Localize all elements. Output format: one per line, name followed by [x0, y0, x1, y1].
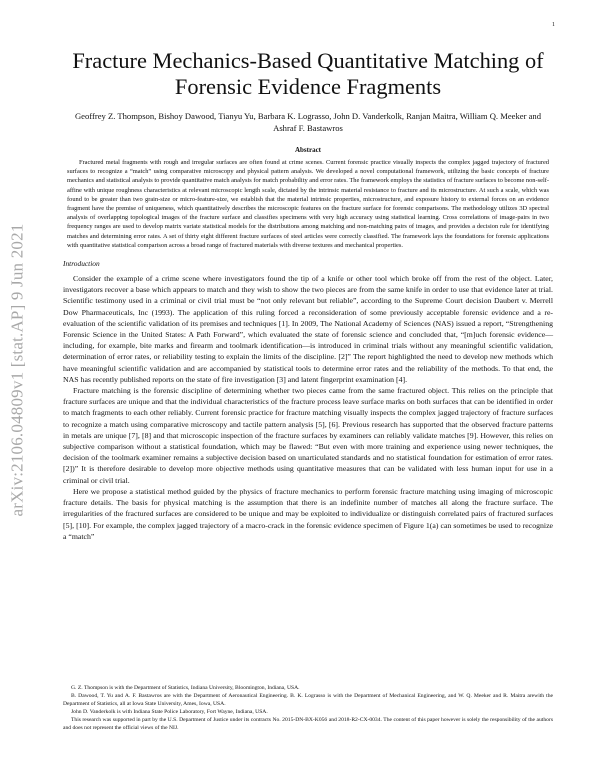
footnote: B. Dawood, T. Yu and A. F. Bastawros are with the Department of Aeronautical Engineering. B. K. Lograsso is with the Department of Mechanical Engineering, and W. Q. Meeker and R. Maitra arewith the Department of Statistics, all at Iowa State University, Ames, Iowa, USA.: [63, 693, 553, 707]
arxiv-identifier-text: arXiv:2106.04809v1 [stat.AP] 9 Jun 2021: [7, 223, 27, 517]
author-list: Geoffrey Z. Thompson, Bishoy Dawood, Tianyu Yu, Barbara K. Lograsso, John D. Vanderkolk, Ranjan Maitra, William Q. Meeker and Ashraf F. Bastawros: [74, 111, 542, 133]
page-number: 1: [552, 22, 555, 28]
footnote: John D. Vanderkolk is with Indiana State Police Laboratory, Fort Wayne, Indiana, USA.: [71, 709, 268, 715]
body-paragraph: Consider the example of a crime scene where investigators found the tip of a knife or other tool which broke off from the rest of the object. Later, investigators recover a base which appears to match and they wish to show the two pieces are from the same knife in order to use that evidence later at trial. Scientific testimony used in a criminal or civil trial must be “not only relevant but reliable”, according to the Supreme Court decision Daubert v. Merrell Dow Pharmaceuticals, Inc (1993). The application of this ruling forced a reconsideration of some previously acceptable forensic evidence and a re-evaluation of the scientific validation of its premises and techniques [1]. In 2009, The National Academy of Sciences (NAS) issued a report, “Strengthening Forensic Science in the United States: A Path Forward”, which evaluated the state of forensic science and concluded that, “[m]uch forensic evidence—including, for example, bite marks and firearm and toolmark identification—is introduced in criminal trials without any meaningful scientific validation, determination of error rates, or reliability testing to explain the limits of the discipline. [2]” The report highlighted the need to develop new methods which have meaningful scientific validation and are accompanied by statistical tools to determine error rates and the reliability of the methods. To that end, the NAS has recently published reports on the state of fire investigation [3] and latent fingerprint examination [4].: [63, 274, 553, 384]
abstract-text: Fractured metal fragments with rough and irregular surfaces are often found at crime scenes. Current forensic practice visually inspects the complex jagged trajectory of fractured surfaces to recognize a “match” using comparative microscopy and physical pattern analysis. We developed a novel computational framework, utilizing the basic concepts of fracture mechanics and statistical analysis to provide quantitative match analysis for match probability and error rates. The framework employs the statistics of fracture surfaces to become non-self-affine with unique roughness characteristics at relevant microscopic length scale, dictated by the intrinsic material resistance to fracture and its microstructure. At such a scale, which was found to be greater than two grain-size or micro-feature-size, we establish that the material intrinsic properties, microstructure, and exposure history to external forces on an evidence fragment have the premise of uniqueness, which quantitatively describes the microscopic features on the fracture surface for forensic comparisons. The methodology utilizes 3D spectral analysis of overlapping topological images of the fracture surface and classifies specimens with very high accuracy using statistical learning. Cross correlations of image-pairs in two frequency ranges are used to develop matrix variate statistical models for the distributions among matching and non-matching pairs of images, and provides a decision rule for identifying matches and determining error rates. A set of thirty eight different fracture surfaces of steel articles were correctly classified. The framework lays the foundations for forensic applications with quantitative statistical comparison across a broad range of fractured materials with diverse textures and mechanical properties.: [67, 159, 549, 249]
section-heading-introduction: Introduction: [63, 259, 100, 269]
footnote: G. Z. Thompson is with the Department of Statistics, Indiana University, Bloomington, Indiana, USA.: [71, 685, 300, 691]
abstract-heading: Abstract: [294, 146, 322, 154]
body-paragraph: Fracture matching is the forensic discipline of determining whether two pieces came from the same fractured object. This relies on the principle that fracture surfaces are unique and that the individual characteristics of the fracture process leave surface marks on both surfaces that can be identified in order to match fragments to each other reliably. Current forensic practice for fracture matching visually inspects the complex jagged trajectory of fracture surfaces to recognize a match using comparative microscopy and tactile pattern analysis [5], [6]. Previous research has supported that the observed fracture patterns in metals are unique [7], [8] and that microscopic inspection of the fracture surfaces by examiners can reliably validate matches [9]. However, this relies on subjective comparison without a statistical foundation, which may be flawed: “But even with more training and experience using newer techniques, the decision of the toolmark examiner remains a subjective decision based on unarticulated standards and no statistical foundation for estimation of error rates. [2])” It is therefore desirable to develop more objective methods using quantitative measures that can be validated with less human input for use in a criminal or civil trial.: [63, 386, 553, 485]
footnotes: [63, 684, 553, 732]
arxiv-identifier-stamp: [2, 160, 32, 580]
paper-title: Fracture Mechanics-Based Quantitative Matching of Forensic Evidence Fragments: [72, 48, 544, 99]
body-paragraph: Here we propose a statistical method guided by the physics of fracture mechanics to perform forensic fracture matching using imaging of microscopic fracture details. The basis for physical matching is the assumption that there is an indefinite number of matches all along the fracture surface. The irregularities of the fractured surfaces are considered to be unique and may be exploited to individualize or distinguish correlated pairs of fractured surfaces [5], [10]. For example, the complex jagged trajectory of a macro-crack in the forensic evidence specimen of Figure 1(a) can sometimes be used to recognize a “match”: [63, 486, 553, 541]
footnote: This research was supported in part by the U.S. Department of Justice under its contracts No. 2015-DN-BX-K056 and 2018-R2-CX-0034. The content of this paper however is solely the responsibility of the authors and does not represent the official views of the NIJ.: [63, 717, 553, 731]
paper-body: [63, 48, 553, 542]
